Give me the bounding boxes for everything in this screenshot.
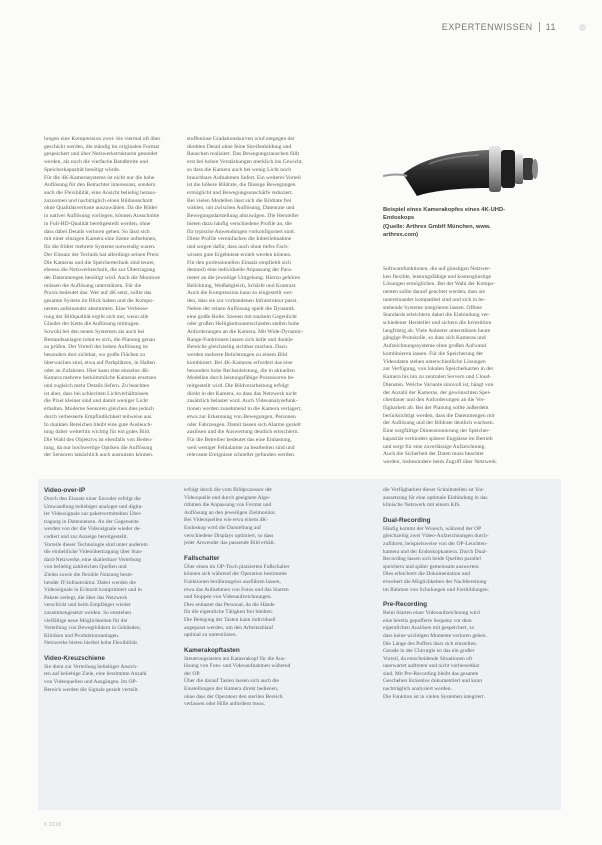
- glossary-text-line: Geschehen lückenlos dokumentiert und kann: [383, 678, 482, 685]
- body-text-line: die Pixel kleiner sind und damit weniger Licht: [44, 398, 148, 405]
- glossary-text-line: Auflösung an den jeweiligen Zielmonitor.: [184, 509, 277, 516]
- body-text-line: werden, als noch die vierfache Bandbreite und: [44, 159, 148, 166]
- section-gap: [383, 594, 553, 601]
- glossary-text-line: verlassen oder Hilfe anfordern muss.: [184, 701, 266, 708]
- body-text-line: und zugleich mehr Details liefern. Zu beachten: [44, 383, 150, 389]
- body-text-line: ohne Qualitätsverluste auszuwählen. Da die Bilder: [44, 205, 158, 212]
- body-text-line: weil weniger Fehlalarme zu bearbeiten sind und: [187, 444, 295, 451]
- glossary-text-line: Recording lassen sich beide Quellen parallel: [383, 556, 481, 563]
- body-text-line: reitgestellt wird. Die Bildverarbeitung erfolgt: [187, 383, 289, 389]
- body-text-line: werden, insbesondere beim Zugriff über Netzwerk.: [383, 458, 498, 465]
- glossary-text-line: können sich während der Operation bestimmte: [184, 571, 287, 578]
- body-text-line: für typische Anwendungen vorkonfiguriert sind.: [187, 228, 295, 235]
- glossary-text-line: unerwartet auftreten und nicht vorhersehbar: [383, 663, 480, 670]
- body-text-line: nenten aufeinander abstimmen. Eine Verbesse-: [44, 305, 149, 312]
- camera-head-illustration: [383, 130, 559, 200]
- glossary-text-line: Häufig kommt der Wunsch, während der OP: [383, 525, 482, 532]
- body-text-line: Belichtung, Weißabgleich, Schärfe und Kontrast.: [187, 282, 297, 289]
- glossary-text-line: eine bereits gepufferte Sequenz vor dem: [383, 617, 472, 624]
- body-text-line: Auflösung für den Betrachter interessant, sondern: [44, 182, 156, 189]
- body-text-line: nenten sollte darauf geachtet werden, dass sie: [383, 289, 486, 296]
- body-text-line: Sowohl bei den neuen Systemen als auch bei: [44, 328, 145, 335]
- glossary-text-line: Dies entlastet das Personal, da die Hände: [184, 601, 275, 608]
- body-text-line: Bestandsanlagen lohnt es sich, die Planung genau: [44, 336, 156, 343]
- body-text-line: meter an die jeweilige Umgebung. Hierzu gehören: [187, 274, 301, 281]
- body-text-line: und sorgt für eine zuverlässige Aufzeichnung.: [383, 443, 486, 450]
- glossary-text-line: Vorteil, da entscheidende Situationen oft: [383, 655, 473, 662]
- body-text-line: oder Fahrzeugen. Damit lassen sich Alarme gezielt: [187, 421, 301, 428]
- glossary-text-line: nachträglich analysiert werden.: [383, 686, 452, 693]
- glossary-text-line: Dies erleichtert die Dokumentation und: [383, 571, 471, 578]
- glossary-text-line: Über die darauf Tasten lassen sich auch die: [184, 678, 279, 685]
- body-text-line: für die früher mehrere Systeme notwendig waren.: [44, 244, 156, 251]
- camera-head-image: [383, 130, 559, 200]
- body-text-line: der Anzahl der Kameras, der gewünschten Spei-: [383, 389, 491, 396]
- body-text-line: besonders dort sichtbar, wo große Flächen zu: [44, 352, 146, 359]
- glossary-text-line: jeder Anwender das passende Bild erhält.: [184, 540, 276, 547]
- glossary-text-line: Videoquelle und durch geeignete Algo-: [184, 494, 271, 501]
- body-text-line: langfristig ab. Viele Anbieter unterstützen heute: [383, 327, 491, 334]
- body-text-line: Neben der reinen Auflösung spielt die Dynamik: [187, 305, 295, 312]
- glossary-term-heading: Fallschalter: [184, 554, 220, 562]
- body-text-line: ist die höhere Bildrate, die flüssige Bewegungen: [187, 182, 296, 189]
- glossary-text-line: zuführen, beispielsweise von der OP-Leuchten-: [383, 540, 488, 547]
- body-text-line: der Sensoren tatsächlich auch ausnutzen können.: [44, 452, 154, 459]
- body-text-line: Bereiche gleichzeitig sichtbar machen. Dazu: [187, 344, 287, 351]
- body-text-line: ken flexible, leistungsfähige und kostengünstige: [383, 273, 491, 280]
- body-text-line: Für den professionellen Einsatz empfiehlt sich: [187, 259, 291, 266]
- glossary-text-line: ohne dass der Operateur den sterilen Bereich: [184, 693, 283, 700]
- running-header: [442, 22, 556, 32]
- body-text-line: überwachen sind, etwa auf Parkplätzen, in Hallen: [44, 359, 155, 366]
- body-text-line: müssen die Auflösung unterstützen. Für die: [44, 282, 142, 289]
- body-text-line: Diese Profile vereinfachen die Inbetriebnahme: [187, 236, 292, 243]
- glossary-text-line: und Stoppen von Videoaufzeichnungen.: [184, 594, 272, 601]
- glossary-text-line: dass keine wichtigen Momente verloren gehen.: [383, 632, 487, 639]
- body-text-line: Die Kameras und die Speichertechnik sind teurer,: [44, 259, 156, 266]
- section-gap: [44, 648, 160, 655]
- body-text-line: kapazität verhindert spätere Engpässe im Betrieb: [383, 435, 493, 442]
- glossary-text-line: vielfältige neue Möglichkeiten für die: [44, 617, 128, 624]
- glossary-text-line: Über einen im OP-Tisch platzierten Fußschalter: [184, 563, 290, 570]
- body-text-line: auslösen und die Auswertung deutlich erleichtern.: [187, 429, 299, 436]
- body-text-line: stehende Systeme integrieren lassen. Offene: [383, 304, 482, 311]
- body-text-line: zur Verfügung, von lokalen Speicherkarten in der: [383, 366, 494, 373]
- glossary-text-line: Gerade in der Chirurgie ist das ein großer: [383, 648, 475, 655]
- glossary-text-line: von beliebig zahlreichen Quellen und: [44, 564, 127, 571]
- glossary-text-line: Bereich werden die Signale gezielt verteilt.: [44, 686, 139, 693]
- body-text-line: cherdauer und den Anforderungen an die Ver-: [383, 397, 486, 404]
- glossary-text-line: Durch den Einsatz einer Encoder erfolgt die: [44, 496, 141, 502]
- body-text-line: Range-Funktionen lassen sich helle und dunkle: [187, 336, 293, 343]
- glossary-term-heading: Kamerakopftasten: [184, 646, 240, 654]
- body-text-line: kombiniert. Bei 4K-Kameras erfordert das eine: [187, 359, 293, 366]
- body-text-line: direkten Detail ohne feine Streifenbildung und: [187, 143, 292, 150]
- body-text-line: wissen gute Ergebnisse erzielt werden können.: [187, 251, 292, 258]
- figure-camera-head: [383, 130, 559, 240]
- body-text-line: besonders hohe Rechenleistung, die in aktuellen: [187, 367, 295, 374]
- body-text-line: gespeichert und über Netzwerkstrukturen gesendet: [44, 151, 158, 158]
- body-text-line: gesamte System im Blick haben und die Kompo-: [44, 298, 154, 305]
- body-text-line: schiedener Hersteller und sichern die Investition: [383, 320, 492, 327]
- body-text-line: Die Wahl des Objektivs ist ebenfalls von Bedeu-: [44, 437, 153, 444]
- caption-line: arthrex.com): [383, 232, 419, 239]
- glossary-text-line: Steuerungstasten am Kamerakopf für die Aus-: [184, 655, 286, 662]
- body-text-line: eine große Rolle. Szenen mit starkem Gegenlicht: [187, 313, 297, 320]
- glossary-text-line: verschickt und beim Empfänger wieder: [44, 602, 131, 609]
- page-number: 11: [545, 22, 556, 32]
- glossary-text-line: hender IT-Infrastruktur. Dabei werden die: [44, 579, 136, 586]
- body-text-line: Bewegungsdarstellung abzuwägen. Die Hersteller: [187, 213, 299, 220]
- body-text-line: der Datenmengen benötigt wird. Auch die Monitore: [44, 274, 161, 281]
- body-text-line: Anforderungen an die Kamera. Mit Wide-Dynamic-: [187, 328, 304, 335]
- body-text-line: in Full-HD-Qualität bereitgestellt werden, ohne: [44, 220, 151, 227]
- glossary-text-line: Sie dient zur Verteilung beliebiger Ansich-: [44, 663, 138, 670]
- body-text-line: geschickt werden, die ständig im originalen Format: [44, 143, 160, 150]
- section-gap: [184, 548, 354, 555]
- glossary-text-line: für die eigentliche Tätigkeit frei bleiben.: [184, 609, 274, 616]
- body-text-line: Kamera bis hin zu zentralen Servern und Cloud-: [383, 374, 492, 381]
- page-footer: [44, 822, 61, 828]
- body-text-line: mit einer einzigen Kamera eine Szene aufnehmen,: [44, 236, 157, 243]
- caption-line: (Quelle: Arthrex GmbH München, www.: [383, 223, 491, 230]
- glossary-text-line: sind. Mit Pre-Recording bleibt das gesamte: [383, 670, 479, 677]
- body-text-line: Für die Betreiber bedeutet das eine Entlastung,: [187, 437, 292, 444]
- caption-line: Beispiel eines Kamerakopfes eines 4K-UHD-: [383, 207, 506, 213]
- corner-dot-mark: [579, 24, 586, 31]
- glossary-text-line: der OP.: [184, 670, 201, 677]
- body-text-line: Auch die Kompression kann so eingestellt wer-: [187, 290, 294, 297]
- section-gap: [184, 640, 354, 647]
- body-text-line: lungen eine Kompression zwei- bis viermal oft über: [44, 136, 161, 142]
- glossary-text-line: Die Belegung der Tasten kann individuell: [184, 616, 276, 623]
- body-text-line: dennoch eine individuelle Anpassung der Para-: [187, 267, 293, 274]
- body-text-line: ist aber, dass bei schlechten Lichtverhältnissen: [44, 390, 149, 397]
- body-text-line: oder an Zufahrten. Hier kann eine einzelne 4K-: [44, 367, 150, 374]
- body-text-line: brauchbare Aufnahmen liefert. Ein weiterer Vorteil: [187, 174, 301, 181]
- body-text-line: werden mehrere Belichtungen zu einem Bild: [187, 352, 288, 359]
- body-text-line: Modellen durch leistungsfähige Prozessoren be-: [187, 375, 295, 382]
- body-text-line: Für die 4K-Kamerasysteme ist nicht nur die hohe: [44, 174, 155, 181]
- infobox-column-2: [184, 487, 354, 805]
- body-text-line: gängige Protokolle, so dass sich Kameras und: [383, 335, 486, 342]
- body-column-left: [44, 136, 168, 476]
- glossary-text-line: tragung in Datennetzen. An der Gegenseite: [44, 518, 139, 525]
- glossary-text-line: Netzwerke bieten hierbei hohe Flexibilität.: [44, 640, 139, 647]
- glossary-term-heading: Video-over-IP: [44, 487, 86, 494]
- glossary-text-line: Die Länge des Puffers lässt sich einstellen.: [383, 640, 478, 647]
- glossary-text-line: erfolgt durch die vom Bildprozessor der: [184, 487, 273, 493]
- glossary-text-line: Funktionen berührungslos ausführen lassen,: [184, 578, 281, 585]
- glossary-text-line: Umwandlung beliebiger analoger und digita-: [44, 503, 143, 510]
- glossary-text-line: Verteilung von Bewegtbildern in Gebäuden,: [44, 625, 141, 632]
- body-text-line: rung der Bildqualität ergibt sich nur, wenn alle: [44, 313, 149, 320]
- glossary-text-line: gleichzeitig zwei Video-Aufzeichnungen durch-: [383, 533, 489, 540]
- body-text-line: tionen werden zunehmend in die Kamera verlagert,: [187, 406, 302, 413]
- body-text-line: etwa zur Erkennung von Bewegungen, Personen: [187, 413, 296, 420]
- figure-caption: [383, 206, 559, 240]
- body-text-line: erhalten. Moderne Sensoren gleichen dies jedoch: [44, 406, 154, 413]
- glossary-text-line: erweitert die Möglichkeiten der Nachbereitung: [383, 578, 487, 585]
- body-text-line: Lösungen ermöglichen. Bei der Wahl der Kompo-: [383, 281, 496, 288]
- section-title: EXPERTENWISSEN: [441, 22, 533, 32]
- section-gap: [383, 510, 553, 517]
- glossary-text-line: speichern und später gemeinsam auswerten.: [383, 563, 480, 570]
- body-text-line: Praxis bedeutet das: Wer auf 4K setzt, sollte das: [44, 290, 152, 297]
- body-text-line: In dunklen Bereichen bleibt eine gute Ausleuch-: [44, 421, 153, 428]
- body-text-line: Aufzeichnungssysteme ohne großen Aufwand: [383, 343, 486, 350]
- body-text-line: kombinieren lassen. Für die Speicherung der: [383, 350, 484, 357]
- body-text-line: und sorgen dafür, dass auch ohne tiefes Fach-: [187, 244, 289, 251]
- body-text-line: bieten dazu häufig verschiedene Profile an, die: [187, 220, 292, 227]
- glossary-text-line: die Verfügbarkeit dieser Schnittstellen ist Vor-: [383, 487, 485, 493]
- body-text-line: dass dabei Details verloren gehen. So lässt sich: [44, 228, 150, 235]
- body-text-line: berücksichtigt werden, dass die Datenmengen mit: [383, 412, 495, 419]
- body-text-line: relevante Ereignisse schneller gefunden werden.: [187, 452, 296, 459]
- body-text-line: Speicherkapazität benötigt würde.: [44, 166, 121, 173]
- body-text-line: zu prüfen. Der Vorteil der hohen Auflösung ist: [44, 344, 148, 351]
- body-text-line: erst bei hohen Verstärkungen merklich ins Gewicht,: [187, 159, 303, 166]
- glossary-infobox: [38, 479, 561, 810]
- glossary-text-line: Videosignale in Echtzeit komprimiert und in: [44, 587, 142, 594]
- caption-line: Endoskops: [383, 215, 415, 222]
- body-text-line: zusätzlich belastet wird. Auch Videoanalysefunk-: [187, 398, 298, 405]
- body-text-line: Glieder der Kette die Auflösung mittragen.: [44, 321, 140, 328]
- body-text-line: den, dass sie zur vorhandenen Infrastruktur passt.: [187, 298, 298, 305]
- header-separator: [539, 22, 540, 32]
- glossary-text-line: Endoskop wird die Darstellung auf: [184, 524, 261, 531]
- body-text-line: Auch die Sicherheit der Daten muss beachtet: [383, 451, 484, 458]
- body-text-line: Bei vielen Modellen lässt sich die Bildrate frei: [187, 197, 292, 204]
- glossary-text-line: im Rahmen von Schulungen und Fortbildungen.: [383, 586, 490, 593]
- body-text-line: oder großen Helligkeitsunterschieden stellen hohe: [187, 321, 300, 328]
- body-text-line: Videodaten stehen unterschiedliche Lösungen: [383, 358, 486, 365]
- infobox-column-1: [44, 487, 160, 805]
- glossary-text-line: aussetzung für eine optimale Einbindung in das: [383, 494, 488, 501]
- body-text-line: ebenso die Netzwerktechnik, die zur Übertragung: [44, 267, 156, 274]
- glossary-text-line: Bei Videoquellen wie etwa einem 4K-: [184, 517, 269, 524]
- glossary-term-heading: Video-Kreuzschiene: [44, 654, 105, 662]
- body-text-line: wählen, um zwischen Auflösung, Datenrate und: [187, 205, 295, 212]
- glossary-text-line: Beim Starten einer Videoaufzeichnung wird: [383, 610, 480, 617]
- glossary-text-line: Einstellungen der Kamera direkt bedienen,: [184, 686, 279, 693]
- glossary-text-line: angepasst werden, um den Arbeitsablauf: [184, 624, 274, 631]
- glossary-text-line: lösung von Foto- und Videoaufnahmen während: [184, 663, 291, 670]
- body-column-right: [383, 266, 559, 476]
- body-text-line: tung, da nur hochwertige Optiken die Auflösung: [44, 444, 153, 451]
- body-text-line: tung daher weiterhin wichtig für ein gutes Bild.: [44, 429, 151, 436]
- body-text-line: Der Einsatz der Technik hat allerdings seinen Preis:: [44, 251, 160, 258]
- glossary-text-line: Kliniken und Produktionsanlagen.: [44, 632, 120, 639]
- glossary-term-heading: Pre-Recording: [383, 601, 428, 609]
- body-text-line: der Auflösung und der Bildrate deutlich wachsen.: [383, 420, 495, 427]
- glossary-text-line: Vorteile dieser Technologie sind unter anderem: [44, 541, 148, 548]
- footer-text: 6 2018: [44, 822, 62, 828]
- glossary-text-line: ten auf beliebige Ziele, eine bestimmte Anzahl: [44, 671, 147, 678]
- body-text-line: so dass die Kamera auch bei wenig Licht noch: [187, 166, 292, 173]
- body-text-line: Diensten. Welche Variante sinnvoll ist, hängt von: [383, 381, 494, 388]
- glossary-text-line: kamera und der Endoskopkamera. Durch Dual-: [383, 548, 488, 555]
- body-text-line: fügbarkeit ab. Bei der Planung sollte außerdem: [383, 404, 489, 411]
- body-text-line: ermöglicht und Bewegungsunschärfe reduziert.: [187, 190, 293, 197]
- body-text-line: zuzoomen und nachträglich einen Bildausschnitt: [44, 197, 153, 204]
- infobox-column-3: [383, 487, 553, 805]
- glossary-text-line: Pakete zerlegt, die über das Netzwerk: [44, 594, 128, 601]
- glossary-text-line: Die Funktion ist in vielen Systemen integriert.: [383, 693, 485, 700]
- body-text-line: auch die Flexibilität, eine Ansicht beliebig heraus-: [44, 190, 157, 197]
- body-text-line: Softwarefunktionen, die auf günstigen Netzwer-: [383, 266, 491, 272]
- body-text-line: untereinander kompatibel sind und sich in be-: [383, 296, 486, 303]
- glossary-text-line: Zielen sowie die flexible Nutzung beste-: [44, 571, 134, 578]
- body-text-line: in nativer Auflösung vorliegen, können Ausschnitte: [44, 213, 160, 220]
- glossary-text-line: verschiedene Displays optimiert, so dass: [184, 532, 274, 539]
- glossary-text-line: von Videoquellen und Ausgängen. Im OP-: [44, 679, 138, 686]
- glossary-text-line: codiert und zur Anzeige bereitgestellt.: [44, 533, 128, 540]
- glossary-text-line: die einheitliche Videoübertragung über Stan-: [44, 549, 143, 556]
- glossary-term-heading: Dual-Recording: [383, 516, 431, 524]
- body-text-line: Rauschen realisiert. Das Bewegungsrauschen fällt: [187, 151, 299, 158]
- glossary-text-line: werden von der die Videosignale wieder de-: [44, 526, 142, 533]
- glossary-text-line: zusammengesetzt werden. So entstehen: [44, 609, 132, 616]
- glossary-text-line: optimal zu unterstützen.: [184, 632, 237, 639]
- body-text-line: direkt in der Kamera, so dass das Netzwerk nicht: [187, 390, 297, 397]
- glossary-text-line: ler Videosignale zur paketvermittelten Über-: [44, 511, 143, 518]
- body-text-line: Kamera mehrere herkömmliche Kameras ersetzen: [44, 375, 157, 382]
- body-text-line: stuffenlose Gradationskurven wird entgegen der: [187, 136, 295, 142]
- glossary-text-line: etwa das Aufnehmen von Fotos und das Starten: [184, 586, 289, 593]
- body-text-line: Eine sorgfältige Dimensionierung der Speicher-: [383, 428, 490, 435]
- body-text-line: Standards erleichtern dabei die Einbindung ver-: [383, 312, 490, 319]
- glossary-text-line: klinische Netzwerk mit einem KIS.: [383, 502, 461, 509]
- glossary-text-line: eigentlichen Auslösen mit gespeichert, so: [383, 625, 475, 632]
- body-text-line: durch verbesserte Empfindlichkeit teilweise aus.: [44, 413, 153, 420]
- glossary-text-line: rithmen die Anpassung von Format und: [184, 502, 272, 509]
- glossary-text-line: dard-Netzwerke, eine skalierbare Verteilung: [44, 556, 142, 563]
- body-column-middle: [187, 136, 359, 476]
